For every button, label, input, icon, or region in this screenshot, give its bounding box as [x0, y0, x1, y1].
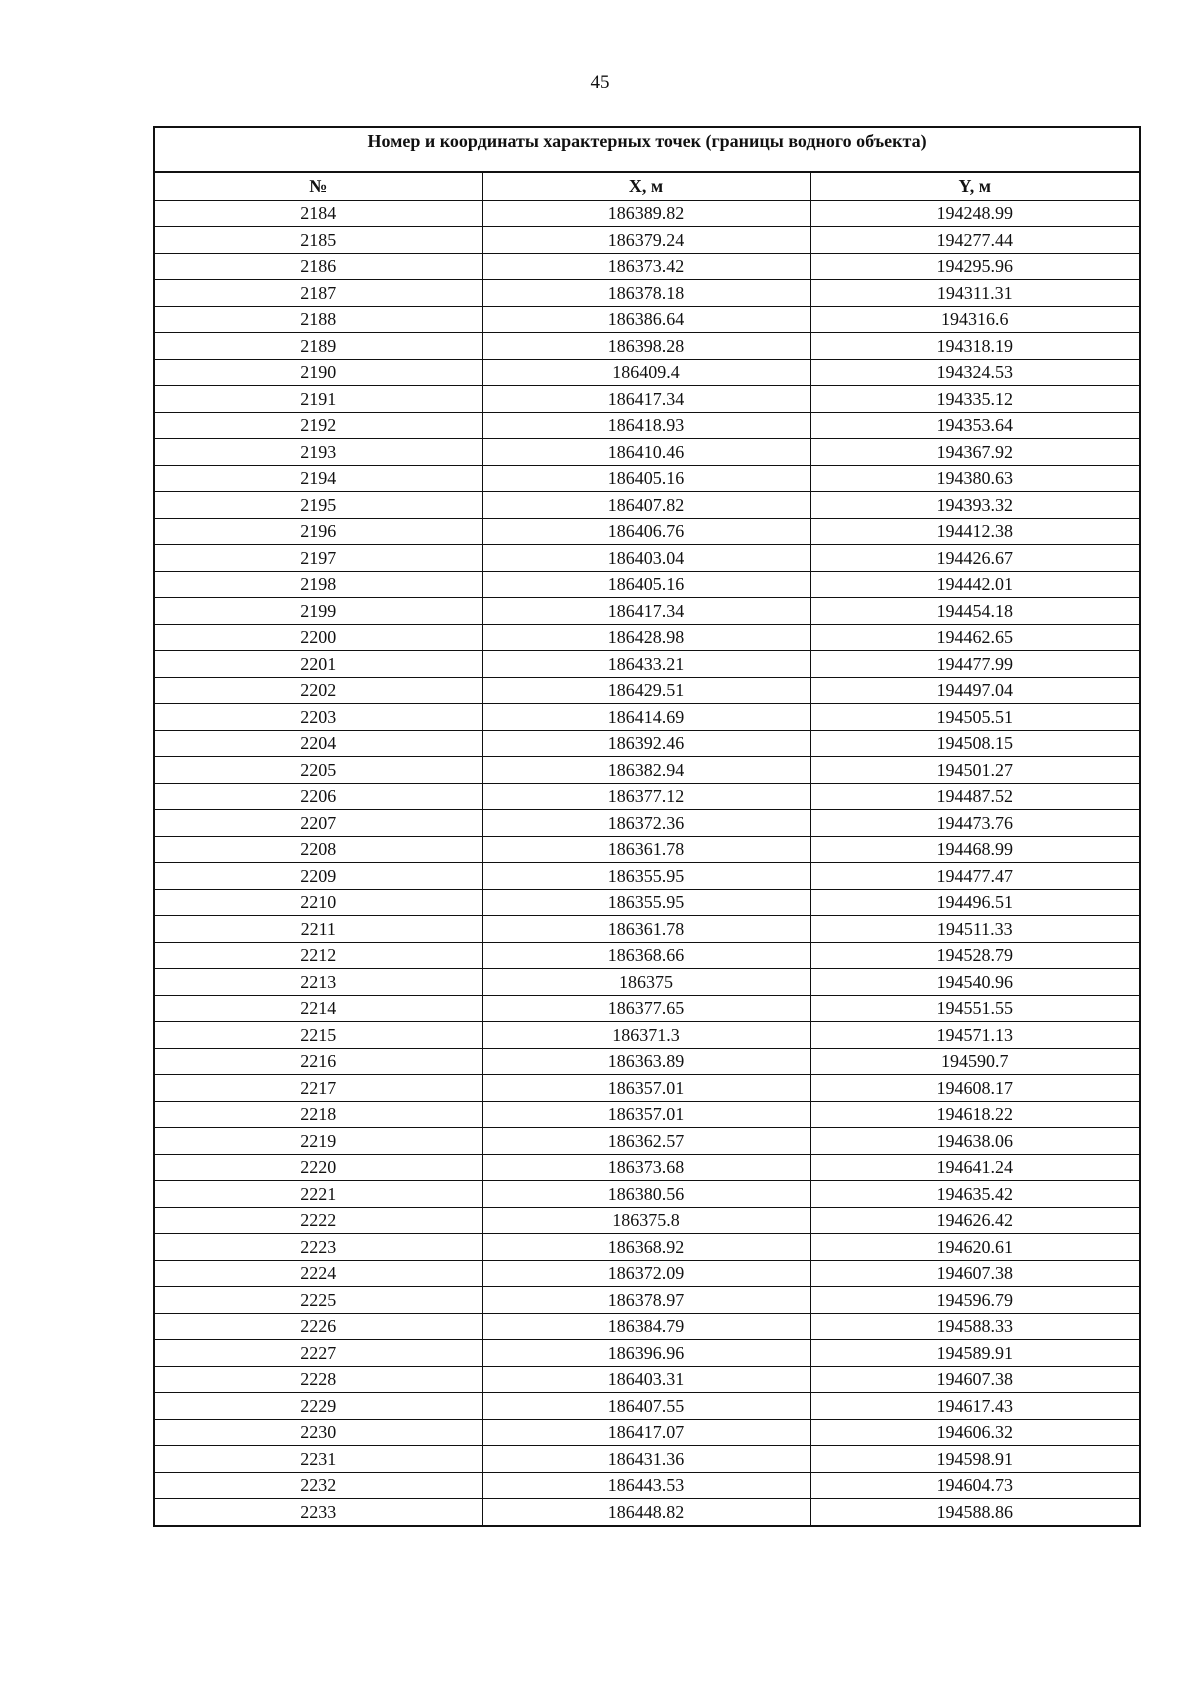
table-row — [155, 677, 1139, 704]
cell-number: 2198 — [155, 571, 482, 598]
cell-y: 194473.76 — [810, 810, 1139, 837]
cell-x: 186378.97 — [482, 1287, 810, 1314]
cell-y: 194367.92 — [810, 439, 1139, 466]
cell-x: 186405.16 — [482, 465, 810, 492]
cell-x: 186357.01 — [482, 1101, 810, 1128]
cell-y: 194295.96 — [810, 253, 1139, 280]
cell-number: 2202 — [155, 677, 482, 704]
cell-y: 194589.91 — [810, 1340, 1139, 1367]
table-row — [155, 1393, 1139, 1420]
coordinates-table-container — [153, 126, 1141, 1527]
table-row — [155, 518, 1139, 545]
cell-x: 186372.09 — [482, 1260, 810, 1287]
table-row — [155, 1207, 1139, 1234]
cell-x: 186410.46 — [482, 439, 810, 466]
cell-y: 194393.32 — [810, 492, 1139, 519]
table-row — [155, 1181, 1139, 1208]
table-row — [155, 1340, 1139, 1367]
cell-y: 194511.33 — [810, 916, 1139, 943]
cell-number: 2231 — [155, 1446, 482, 1473]
table-row — [155, 359, 1139, 386]
cell-y: 194477.99 — [810, 651, 1139, 678]
cell-number: 2223 — [155, 1234, 482, 1261]
table-row — [155, 571, 1139, 598]
cell-y: 194617.43 — [810, 1393, 1139, 1420]
cell-number: 2220 — [155, 1154, 482, 1181]
cell-x: 186417.34 — [482, 598, 810, 625]
table-row — [155, 863, 1139, 890]
cell-y: 194608.17 — [810, 1075, 1139, 1102]
table-row — [155, 1075, 1139, 1102]
table-row — [155, 783, 1139, 810]
cell-y: 194598.91 — [810, 1446, 1139, 1473]
cell-number: 2204 — [155, 730, 482, 757]
cell-number: 2199 — [155, 598, 482, 625]
table-row — [155, 1234, 1139, 1261]
table-row — [155, 942, 1139, 969]
cell-x: 186428.98 — [482, 624, 810, 651]
cell-y: 194487.52 — [810, 783, 1139, 810]
cell-y: 194604.73 — [810, 1472, 1139, 1499]
cell-number: 2209 — [155, 863, 482, 890]
cell-number: 2216 — [155, 1048, 482, 1075]
cell-y: 194324.53 — [810, 359, 1139, 386]
cell-y: 194316.6 — [810, 306, 1139, 333]
cell-x: 186373.42 — [482, 253, 810, 280]
cell-x: 186386.64 — [482, 306, 810, 333]
cell-number: 2203 — [155, 704, 482, 731]
table-row — [155, 1048, 1139, 1075]
cell-x: 186384.79 — [482, 1313, 810, 1340]
cell-x: 186403.04 — [482, 545, 810, 572]
cell-y: 194277.44 — [810, 227, 1139, 254]
table-row — [155, 969, 1139, 996]
page-number: 45 — [590, 72, 610, 93]
cell-y: 194442.01 — [810, 571, 1139, 598]
cell-x: 186382.94 — [482, 757, 810, 784]
cell-x: 186389.82 — [482, 200, 810, 227]
table-header-row — [155, 173, 1139, 200]
cell-y: 194607.38 — [810, 1260, 1139, 1287]
cell-x: 186355.95 — [482, 863, 810, 890]
cell-y: 194468.99 — [810, 836, 1139, 863]
cell-y: 194353.64 — [810, 412, 1139, 439]
cell-x: 186355.95 — [482, 889, 810, 916]
cell-number: 2224 — [155, 1260, 482, 1287]
cell-number: 2232 — [155, 1472, 482, 1499]
cell-y: 194528.79 — [810, 942, 1139, 969]
cell-x: 186433.21 — [482, 651, 810, 678]
cell-number: 2213 — [155, 969, 482, 996]
cell-y: 194596.79 — [810, 1287, 1139, 1314]
table-row — [155, 200, 1139, 227]
cell-number: 2194 — [155, 465, 482, 492]
cell-y: 194462.65 — [810, 624, 1139, 651]
cell-y: 194496.51 — [810, 889, 1139, 916]
cell-number: 2210 — [155, 889, 482, 916]
cell-y: 194335.12 — [810, 386, 1139, 413]
cell-number: 2228 — [155, 1366, 482, 1393]
table-row — [155, 757, 1139, 784]
cell-number: 2208 — [155, 836, 482, 863]
table-row — [155, 624, 1139, 651]
cell-x: 186398.28 — [482, 333, 810, 360]
table-row — [155, 1260, 1139, 1287]
header-x: X, м — [482, 173, 810, 200]
cell-number: 2217 — [155, 1075, 482, 1102]
cell-x: 186403.31 — [482, 1366, 810, 1393]
cell-number: 2191 — [155, 386, 482, 413]
cell-number: 2219 — [155, 1128, 482, 1155]
cell-x: 186418.93 — [482, 412, 810, 439]
cell-number: 2186 — [155, 253, 482, 280]
cell-y: 194426.67 — [810, 545, 1139, 572]
cell-x: 186417.07 — [482, 1419, 810, 1446]
cell-x: 186377.65 — [482, 995, 810, 1022]
cell-number: 2205 — [155, 757, 482, 784]
cell-y: 194497.04 — [810, 677, 1139, 704]
table-row — [155, 545, 1139, 572]
cell-x: 186443.53 — [482, 1472, 810, 1499]
cell-number: 2212 — [155, 942, 482, 969]
cell-number: 2222 — [155, 1207, 482, 1234]
cell-number: 2233 — [155, 1499, 482, 1526]
cell-x: 186406.76 — [482, 518, 810, 545]
cell-number: 2185 — [155, 227, 482, 254]
cell-number: 2196 — [155, 518, 482, 545]
cell-x: 186361.78 — [482, 836, 810, 863]
cell-y: 194477.47 — [810, 863, 1139, 890]
cell-x: 186379.24 — [482, 227, 810, 254]
table-row — [155, 1128, 1139, 1155]
cell-y: 194607.38 — [810, 1366, 1139, 1393]
cell-number: 2195 — [155, 492, 482, 519]
cell-y: 194551.55 — [810, 995, 1139, 1022]
cell-number: 2193 — [155, 439, 482, 466]
cell-x: 186373.68 — [482, 1154, 810, 1181]
cell-y: 194588.33 — [810, 1313, 1139, 1340]
cell-number: 2200 — [155, 624, 482, 651]
cell-number: 2230 — [155, 1419, 482, 1446]
table-row — [155, 492, 1139, 519]
table-row — [155, 704, 1139, 731]
cell-x: 186407.82 — [482, 492, 810, 519]
cell-y: 194380.63 — [810, 465, 1139, 492]
header-y: Y, м — [810, 173, 1139, 200]
table-row — [155, 836, 1139, 863]
cell-y: 194606.32 — [810, 1419, 1139, 1446]
cell-x: 186362.57 — [482, 1128, 810, 1155]
table-row — [155, 386, 1139, 413]
cell-number: 2229 — [155, 1393, 482, 1420]
cell-y: 194626.42 — [810, 1207, 1139, 1234]
table-body — [155, 200, 1139, 1525]
cell-y: 194540.96 — [810, 969, 1139, 996]
table-row — [155, 253, 1139, 280]
cell-number: 2225 — [155, 1287, 482, 1314]
cell-x: 186407.55 — [482, 1393, 810, 1420]
cell-x: 186378.18 — [482, 280, 810, 307]
cell-y: 194501.27 — [810, 757, 1139, 784]
cell-y: 194590.7 — [810, 1048, 1139, 1075]
table-row — [155, 412, 1139, 439]
cell-number: 2184 — [155, 200, 482, 227]
cell-y: 194505.51 — [810, 704, 1139, 731]
table-row — [155, 916, 1139, 943]
cell-number: 2214 — [155, 995, 482, 1022]
cell-number: 2190 — [155, 359, 482, 386]
table-row — [155, 1154, 1139, 1181]
cell-y: 194641.24 — [810, 1154, 1139, 1181]
cell-y: 194638.06 — [810, 1128, 1139, 1155]
cell-number: 2215 — [155, 1022, 482, 1049]
table-row — [155, 995, 1139, 1022]
cell-x: 186363.89 — [482, 1048, 810, 1075]
cell-x: 186414.69 — [482, 704, 810, 731]
table-row — [155, 889, 1139, 916]
cell-x: 186405.16 — [482, 571, 810, 598]
cell-y: 194571.13 — [810, 1022, 1139, 1049]
table-row — [155, 465, 1139, 492]
cell-x: 186375 — [482, 969, 810, 996]
cell-number: 2227 — [155, 1340, 482, 1367]
cell-x: 186368.92 — [482, 1234, 810, 1261]
table-row — [155, 1419, 1139, 1446]
cell-number: 2207 — [155, 810, 482, 837]
cell-number: 2226 — [155, 1313, 482, 1340]
table-row — [155, 306, 1139, 333]
table-row — [155, 1313, 1139, 1340]
table-row — [155, 1472, 1139, 1499]
cell-y: 194618.22 — [810, 1101, 1139, 1128]
table-row — [155, 730, 1139, 757]
cell-y: 194635.42 — [810, 1181, 1139, 1208]
cell-number: 2211 — [155, 916, 482, 943]
cell-x: 186392.46 — [482, 730, 810, 757]
table-row — [155, 280, 1139, 307]
table-row — [155, 651, 1139, 678]
cell-x: 186368.66 — [482, 942, 810, 969]
cell-number: 2206 — [155, 783, 482, 810]
cell-x: 186361.78 — [482, 916, 810, 943]
header-number: № — [155, 173, 482, 200]
cell-number: 2192 — [155, 412, 482, 439]
cell-number: 2189 — [155, 333, 482, 360]
cell-x: 186417.34 — [482, 386, 810, 413]
cell-x: 186429.51 — [482, 677, 810, 704]
table-row — [155, 1022, 1139, 1049]
cell-x: 186372.36 — [482, 810, 810, 837]
table-row — [155, 1287, 1139, 1314]
table-title: Номер и координаты характерных точек (границы водного объекта) — [155, 128, 1139, 173]
cell-x: 186371.3 — [482, 1022, 810, 1049]
cell-x: 186380.56 — [482, 1181, 810, 1208]
cell-y: 194412.38 — [810, 518, 1139, 545]
cell-y: 194620.61 — [810, 1234, 1139, 1261]
cell-number: 2221 — [155, 1181, 482, 1208]
table-row — [155, 1499, 1139, 1526]
table-row — [155, 810, 1139, 837]
cell-y: 194311.31 — [810, 280, 1139, 307]
table-row — [155, 227, 1139, 254]
cell-y: 194454.18 — [810, 598, 1139, 625]
table-row — [155, 598, 1139, 625]
cell-x: 186375.8 — [482, 1207, 810, 1234]
cell-x: 186431.36 — [482, 1446, 810, 1473]
cell-y: 194318.19 — [810, 333, 1139, 360]
cell-number: 2218 — [155, 1101, 482, 1128]
cell-number: 2188 — [155, 306, 482, 333]
cell-number: 2187 — [155, 280, 482, 307]
cell-x: 186396.96 — [482, 1340, 810, 1367]
coordinates-table — [155, 173, 1139, 1525]
cell-number: 2197 — [155, 545, 482, 572]
cell-x: 186377.12 — [482, 783, 810, 810]
table-row — [155, 1101, 1139, 1128]
table-row — [155, 1446, 1139, 1473]
table-row — [155, 439, 1139, 466]
cell-x: 186448.82 — [482, 1499, 810, 1526]
cell-y: 194588.86 — [810, 1499, 1139, 1526]
cell-number: 2201 — [155, 651, 482, 678]
table-row — [155, 333, 1139, 360]
cell-x: 186357.01 — [482, 1075, 810, 1102]
cell-y: 194508.15 — [810, 730, 1139, 757]
cell-y: 194248.99 — [810, 200, 1139, 227]
table-row — [155, 1366, 1139, 1393]
cell-x: 186409.4 — [482, 359, 810, 386]
